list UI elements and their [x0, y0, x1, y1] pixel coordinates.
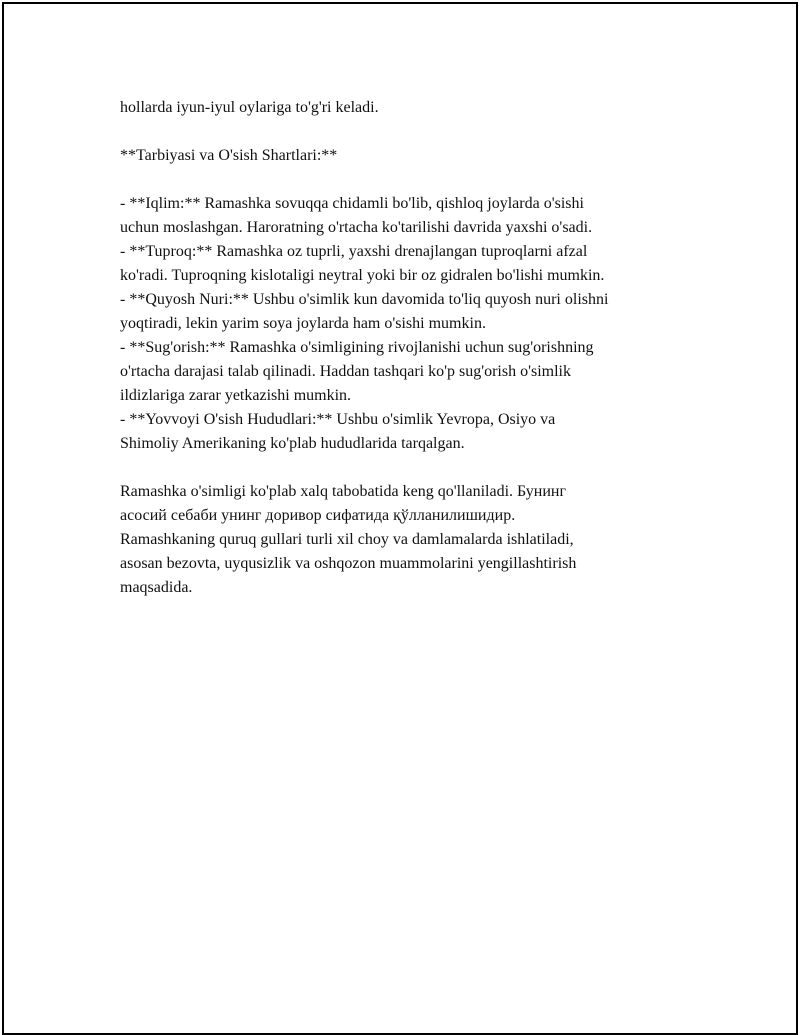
list-item-sunlight [120, 288, 680, 336]
list-item-line: - **Tuproq:** Ramashka oz tuprli, yaxshi drenajlangan tuproqlarni afzal [120, 243, 588, 260]
list-item-climate [120, 192, 680, 240]
list-item-line: uchun moslashgan. Haroratning o'rtacha ko'tarilishi davrida yaxshi o'sadi. [120, 219, 593, 236]
list-item-line: ildizlariga zarar yetkazishi mumkin. [120, 387, 352, 404]
paragraph-line: Ramashka o'simligi ko'plab xalq tabobatida keng qo'llaniladi. Бунинг [120, 483, 567, 500]
paragraph-line: asosan bezovta, uyqusizlik va oshqozon muammolarini yengillashtirish [120, 555, 577, 572]
paragraph-gap [120, 456, 680, 480]
conditions-list [120, 192, 680, 456]
paragraph-line: Ramashkaning quruq gullari turli xil choy va damlamalarda ishlatiladi, [120, 531, 574, 548]
document-page [2, 2, 798, 1035]
paragraph-gap [120, 168, 680, 192]
list-item-line: - **Yovvoyi O'sish Hududlari:** Ushbu o'simlik Yevropa, Osiyo va [120, 411, 556, 428]
list-item-watering [120, 336, 680, 408]
section-heading: **Tarbiyasi va O'sish Shartlari:** [120, 147, 338, 164]
list-item-soil [120, 240, 680, 288]
list-item-line: o'rtacha darajasi talab qilinadi. Haddan tashqari ko'p sug'orish o'simlik [120, 363, 571, 380]
list-item-line: - **Quyosh Nuri:** Ushbu o'simlik kun davomida to'liq quyosh nuri olishni [120, 291, 609, 308]
intro-line: hollarda iyun-iyul oylariga to'g'ri keladi. [120, 99, 379, 116]
list-item-line: ko'radi. Tuproqning kislotaligi neytral yoki bir oz gidralen bo'lishi mumkin. [120, 267, 605, 284]
paragraph-line: maqsadida. [120, 579, 193, 596]
list-item-line: yoqtiradi, lekin yarim soya joylarda ham o'sishi mumkin. [120, 315, 486, 332]
list-item-line: - **Iqlim:** Ramashka sovuqqa chidamli bo'lib, qishloq joylarda o'sishi [120, 195, 584, 212]
paragraph-gap [120, 120, 680, 144]
list-item-line: Shimoliy Amerikaning ko'plab hududlarida tarqalgan. [120, 435, 465, 452]
closing-paragraph [120, 480, 680, 600]
list-item-wild-areas [120, 408, 680, 456]
list-item-line: - **Sug'orish:** Ramashka o'simligining rivojlanishi uchun sug'orishning [120, 339, 594, 356]
paragraph-line: асосий себаби унинг доривор сифатида қўлланилишидир. [120, 507, 516, 524]
document-body [120, 96, 680, 600]
